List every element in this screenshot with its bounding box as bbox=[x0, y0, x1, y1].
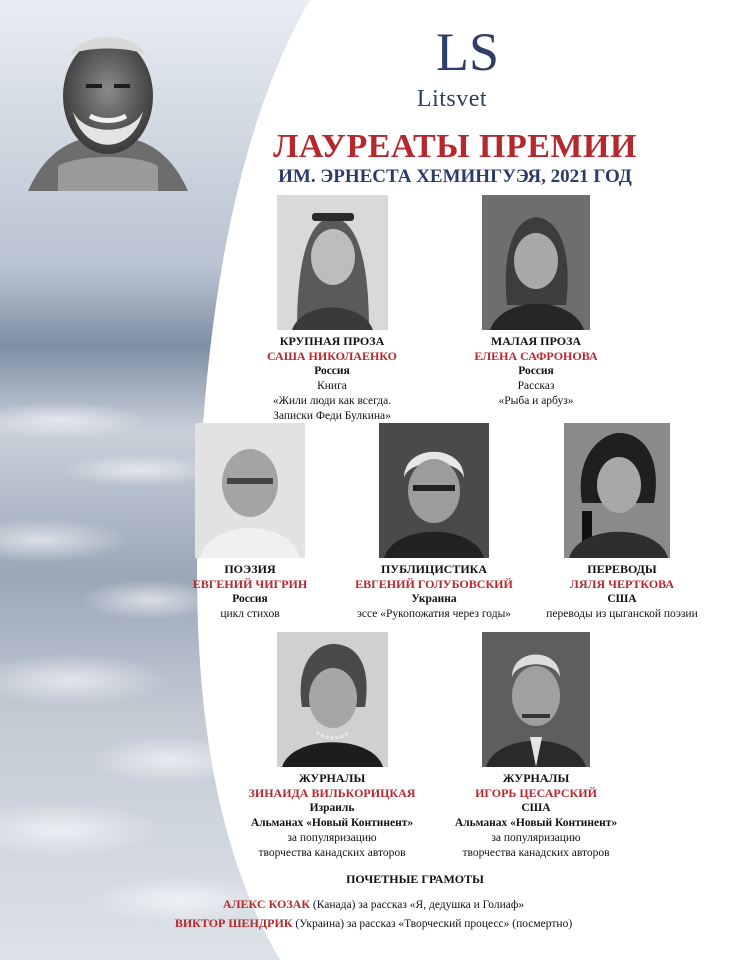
laureate-category: ЖУРНАЛЫ bbox=[502, 771, 570, 785]
laureate-caption-golubovsky bbox=[334, 562, 534, 622]
laureate-caption-nikolaenko bbox=[232, 334, 432, 424]
laureate-work: эссе «Рукопожатия через годы» bbox=[356, 608, 512, 620]
honor-line bbox=[0, 916, 747, 931]
laureate-category: ПЕРЕВОДЫ bbox=[587, 562, 657, 576]
laureate-photo-chigrin bbox=[195, 423, 305, 558]
laureate-caption-tsesarsky bbox=[426, 771, 646, 861]
laureate-work-type: Книга bbox=[317, 380, 347, 392]
laureate-photo-safronova bbox=[482, 195, 590, 330]
laureate-name: САША НИКОЛАЕНКО bbox=[266, 349, 398, 363]
laureate-work-title: «Рыба и арбуз» bbox=[498, 395, 574, 407]
laureate-work-note-cont: творчества канадских авторов bbox=[258, 847, 406, 859]
laureate-name: ЕВГЕНИЙ ГОЛУБОВСКИЙ bbox=[355, 577, 513, 591]
laureate-work: переводы из цыганской поэзии bbox=[546, 608, 698, 620]
laureate-work: цикл стихов bbox=[220, 608, 280, 620]
laureate-photo-chertkova bbox=[564, 423, 670, 558]
honors-title: ПОЧЕТНЫЕ ГРАМОТЫ bbox=[346, 872, 484, 886]
laureate-work-title-cont: Записки Феди Булкина» bbox=[273, 410, 391, 422]
laureate-country: Россия bbox=[314, 365, 350, 377]
laureate-country: Россия bbox=[518, 365, 554, 377]
laureate-work-type: Рассказ bbox=[517, 380, 555, 392]
laureate-photo-tsesarsky bbox=[482, 632, 590, 767]
page-subtitle: ИМ. ЭРНЕСТА ХЕМИНГУЭЯ, 2021 ГОД bbox=[278, 166, 632, 187]
laureate-name: ЕВГЕНИЙ ЧИГРИН bbox=[192, 577, 308, 591]
laureate-work-note: за популяризацию bbox=[287, 832, 377, 844]
logo-monogram-icon bbox=[422, 18, 500, 88]
laureate-photo-nikolaenko bbox=[277, 195, 388, 330]
page-title: ЛАУРЕАТЫ ПРЕМИИ bbox=[273, 128, 637, 165]
laureate-work: Альманах «Новый Континент» bbox=[250, 817, 414, 829]
laureate-country: США bbox=[521, 802, 551, 814]
laureate-caption-chertkova bbox=[532, 562, 712, 622]
laureate-name: ИГОРЬ ЦЕСАРСКИЙ bbox=[475, 786, 597, 800]
laureate-country: Россия bbox=[232, 593, 268, 605]
litsvet-logo bbox=[382, 18, 522, 113]
honor-name: АЛЕКС КОЗАК bbox=[222, 897, 311, 911]
laureate-caption-safronova bbox=[436, 334, 636, 409]
laureate-country: США bbox=[607, 593, 637, 605]
svg-text:LS: LS bbox=[436, 22, 500, 82]
laureate-work-note: за популяризацию bbox=[491, 832, 581, 844]
laureate-photo-golubovsky bbox=[379, 423, 489, 558]
honor-line bbox=[0, 897, 747, 912]
laureate-category: МАЛАЯ ПРОЗА bbox=[490, 334, 582, 348]
logo-wordmark: Litsvet bbox=[416, 86, 488, 112]
laureate-caption-chigrin bbox=[170, 562, 330, 622]
laureate-category: ПУБЛИЦИСТИКА bbox=[380, 562, 488, 576]
laureate-work: Альманах «Новый Континент» bbox=[454, 817, 618, 829]
laureate-work-note-cont: творчества канадских авторов bbox=[462, 847, 610, 859]
laureate-name: ЛЯЛЯ ЧЕРТКОВА bbox=[569, 577, 675, 591]
honor-name: ВИКТОР ШЕНДРИК bbox=[174, 916, 293, 930]
honor-text: (Украина) за рассказ «Творческий процесс» (посмертно) bbox=[292, 918, 573, 930]
laureate-name: ЗИНАИДА ВИЛЬКОРИЦКАЯ bbox=[248, 786, 416, 800]
laureate-country: Украина bbox=[411, 593, 457, 605]
hemingway-portrait bbox=[18, 16, 198, 206]
laureate-category: ПОЭЗИЯ bbox=[224, 562, 276, 576]
laureate-photo-vilkoritskaya bbox=[277, 632, 388, 767]
honor-text: (Канада) за рассказ «Я, дедушка и Голиаф» bbox=[310, 899, 525, 911]
laureate-country: Израиль bbox=[309, 802, 355, 814]
laureate-work-title: «Жили люди как всегда. bbox=[272, 395, 392, 407]
laureate-caption-vilkoritskaya bbox=[222, 771, 442, 861]
laureate-category: ЖУРНАЛЫ bbox=[298, 771, 366, 785]
laureate-category: КРУПНАЯ ПРОЗА bbox=[279, 334, 385, 348]
laureate-name: ЕЛЕНА САФРОНОВА bbox=[474, 349, 598, 363]
